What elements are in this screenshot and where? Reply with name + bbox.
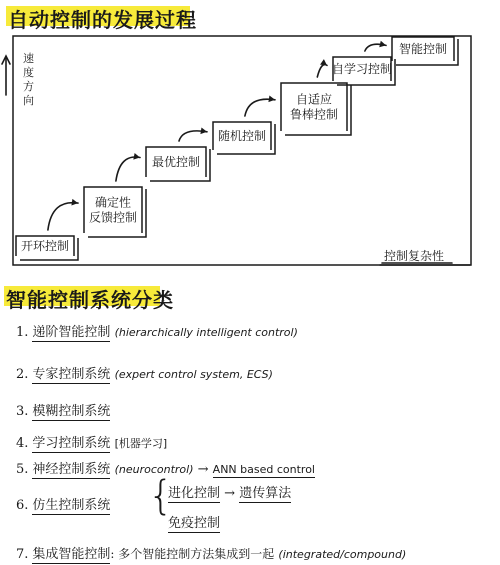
stage-2-label: 确定性 — [94, 195, 132, 210]
stage-7-label: 智能控制 — [398, 42, 448, 56]
item-4-number: 4. — [16, 436, 29, 451]
page-title: 自动控制的发展过程 — [8, 8, 197, 32]
stage-2 — [84, 187, 146, 237]
item-1-name: 递阶智能控制 — [32, 325, 111, 340]
stage-3 — [146, 147, 210, 181]
stage-4-label: 随机控制 — [217, 129, 267, 143]
diagram-frame — [13, 36, 471, 265]
stage-arrow-head-6 — [379, 41, 386, 48]
item-2-name: 专家控制系统 — [32, 367, 111, 382]
item-6-sub-1-target: 遗传算法 — [239, 486, 292, 501]
item-4 — [16, 432, 167, 451]
stage-6 — [332, 57, 395, 85]
item-7 — [16, 543, 406, 562]
stage-arrow-2 — [116, 157, 140, 181]
stages-group — [16, 37, 458, 260]
item-6 — [16, 494, 110, 513]
item-3-number: 3. — [16, 404, 29, 419]
classification-title: 智能控制系统分类 — [6, 288, 174, 312]
stage-5 — [281, 83, 351, 135]
development-diagram — [0, 0, 500, 275]
item-6-sub-1-arrow: → — [224, 486, 236, 501]
stage-arrow-1 — [48, 203, 78, 230]
stage-arrow-4 — [245, 99, 275, 116]
item-1 — [16, 321, 298, 340]
y-axis-label — [23, 51, 34, 107]
item-7-number: 7. — [16, 547, 29, 562]
item-1-number: 1. — [16, 325, 29, 340]
y-axis-label-char: 向 — [23, 94, 34, 107]
item-6-sub-2 — [168, 512, 220, 531]
item-6-sub-1 — [168, 482, 291, 501]
item-6-sub-2-name: 免疫控制 — [168, 516, 221, 531]
stage-2-label: 反馈控制 — [88, 210, 138, 225]
item-5-note: (neurocontrol) — [114, 463, 194, 476]
stage-arrow-head-5 — [320, 59, 327, 65]
item-5-name: 神经控制系统 — [32, 462, 111, 477]
item-1-note: (hierarchically intelligent control) — [114, 326, 298, 339]
item-2-note: (expert control system, ECS) — [114, 368, 273, 381]
stage-1-label: 开环控制 — [20, 239, 70, 253]
item-7-name: 集成智能控制 — [32, 547, 111, 562]
item-6-number: 6. — [16, 498, 29, 513]
item-4-name: 学习控制系统 — [32, 436, 111, 451]
item-3 — [16, 400, 110, 419]
x-axis-label — [382, 248, 452, 263]
stage-3-label: 最优控制 — [151, 155, 201, 169]
item-6-sub-1-name: 进化控制 — [168, 486, 221, 501]
item-6-brace: { — [148, 473, 174, 519]
item-4-note: [机器学习] — [114, 437, 168, 450]
stage-arrow-head-3 — [200, 127, 207, 134]
x-axis-label-text: 控制复杂性 — [384, 249, 445, 263]
y-axis-label-char: 方 — [23, 80, 34, 93]
item-7-note: : 多个智能控制方法集成到一起 — [110, 547, 275, 561]
item-7-note-en: (integrated/compound) — [278, 548, 407, 561]
item-2 — [16, 363, 273, 382]
y-axis-label-char: 速 — [23, 52, 34, 65]
item-5-number: 5. — [16, 462, 29, 477]
stage-1 — [16, 236, 78, 260]
item-6-name: 仿生控制系统 — [32, 498, 111, 513]
stage-6-label: 自学习控制 — [331, 62, 393, 76]
stage-7 — [392, 37, 458, 65]
item-5-arrow-target: ANN based control — [212, 463, 315, 476]
stage-5-label: 自适应 — [295, 92, 333, 107]
item-2-number: 2. — [16, 367, 29, 382]
stage-arrow-head-2 — [133, 153, 140, 160]
item-5-arrow: → — [197, 462, 209, 477]
stage-5-label: 鲁棒控制 — [289, 107, 339, 122]
y-axis-label-char: 度 — [23, 66, 34, 79]
stage-arrow-5 — [317, 65, 327, 77]
item-3-name: 模糊控制系统 — [32, 404, 111, 419]
stage-4 — [213, 122, 275, 154]
